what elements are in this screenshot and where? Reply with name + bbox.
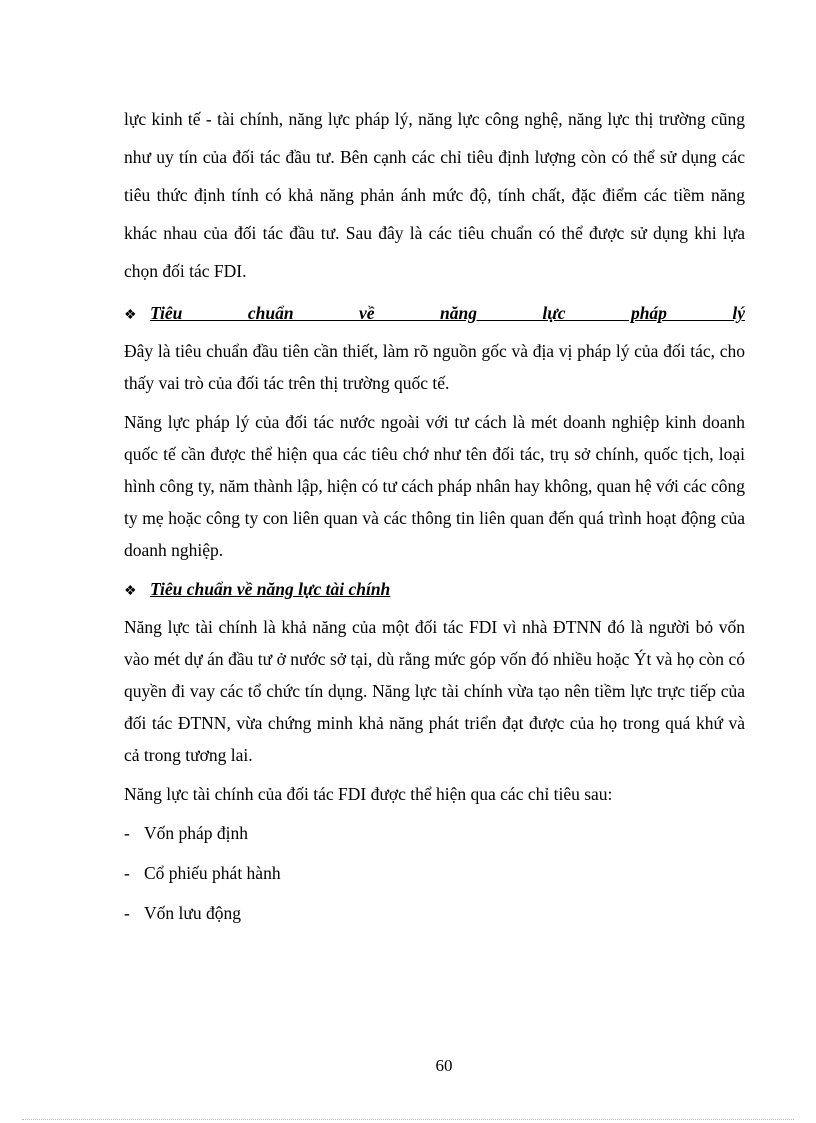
financial-capacity-heading-text: Tiêu chuẩn về năng lực tài chính xyxy=(150,579,391,599)
list-item-text: Vốn pháp định xyxy=(144,823,249,843)
page-number: 60 xyxy=(435,1056,453,1075)
intro-paragraph: lực kinh tế - tài chính, năng lực pháp lý, năng lực công nghệ, năng lực thị trường cũng như uy tín của đối tác đầu tư. Bên cạnh các chỉ tiêu định lượng còn có thể sử dụng các tiêu thức định tính có khả năng phản ánh mức độ, tính chất, đặc điểm các tiềm năng khác nhau của đối tác đầu tư. Sau đây là các tiêu chuẩn có thể được sử dụng khi lựa chọn đối tác FDI. xyxy=(124,109,745,281)
financial-capacity-heading xyxy=(124,573,745,605)
diamond-bullet-icon: ❖ xyxy=(124,584,137,599)
list-dash: - xyxy=(124,823,130,843)
legal-capacity-heading xyxy=(124,297,745,329)
list-item-text: Vốn lưu động xyxy=(144,903,241,923)
list-dash: - xyxy=(124,903,130,923)
footer-divider xyxy=(22,1119,794,1120)
list-item xyxy=(124,857,745,897)
financial-indicator-list xyxy=(124,817,745,937)
legal-intro-paragraph: Đây là tiêu chuẩn đầu tiên cần thiết, làm rõ nguồn gốc và địa vị pháp lý của đối tác, cho thấy vai trò của đối tác trên thị trường quốc tế. xyxy=(124,341,745,393)
list-dash: - xyxy=(124,863,130,883)
financial-indicators-intro: Năng lực tài chính của đối tác FDI được thể hiện qua các chỉ tiêu sau: xyxy=(124,784,613,804)
legal-capacity-heading-text: Tiêu chuẩn về năng lực pháp lý xyxy=(150,303,745,323)
list-item-text: Cổ phiếu phát hành xyxy=(144,863,281,883)
list-item xyxy=(124,897,745,937)
diamond-bullet-icon: ❖ xyxy=(124,308,137,323)
page-content xyxy=(124,100,745,937)
list-item xyxy=(124,817,745,857)
financial-detail-paragraph: Năng lực tài chính là khả năng của một đối tác FDI vì nhà ĐTNN đó là người bỏ vốn vào mét dự án đầu tư ở nước sở tại, dù rằng mức góp vốn đó nhiều hoặc Ýt và họ còn có quyền đi vay các tổ chức tín dụng. Năng lực tài chính vừa tạo nên tiềm lực trực tiếp của đối tác ĐTNN, vừa chứng minh khả năng phát triển đạt được của họ trong quá khứ và cả trong tương lai. xyxy=(124,617,745,765)
legal-detail-paragraph: Năng lực pháp lý của đối tác nước ngoài với tư cách là mét doanh nghiệp kinh doanh quốc tế cần được thể hiện qua các tiêu chớ như tên đối tác, trụ sở chính, quốc tịch, loại hình công ty, năm thành lập, hiện có tư cách pháp nhân hay không, quan hệ với các công ty mẹ hoặc công ty con liên quan và các thông tin liên quan đến quá trình hoạt động của doanh nghiệp. xyxy=(124,412,745,560)
